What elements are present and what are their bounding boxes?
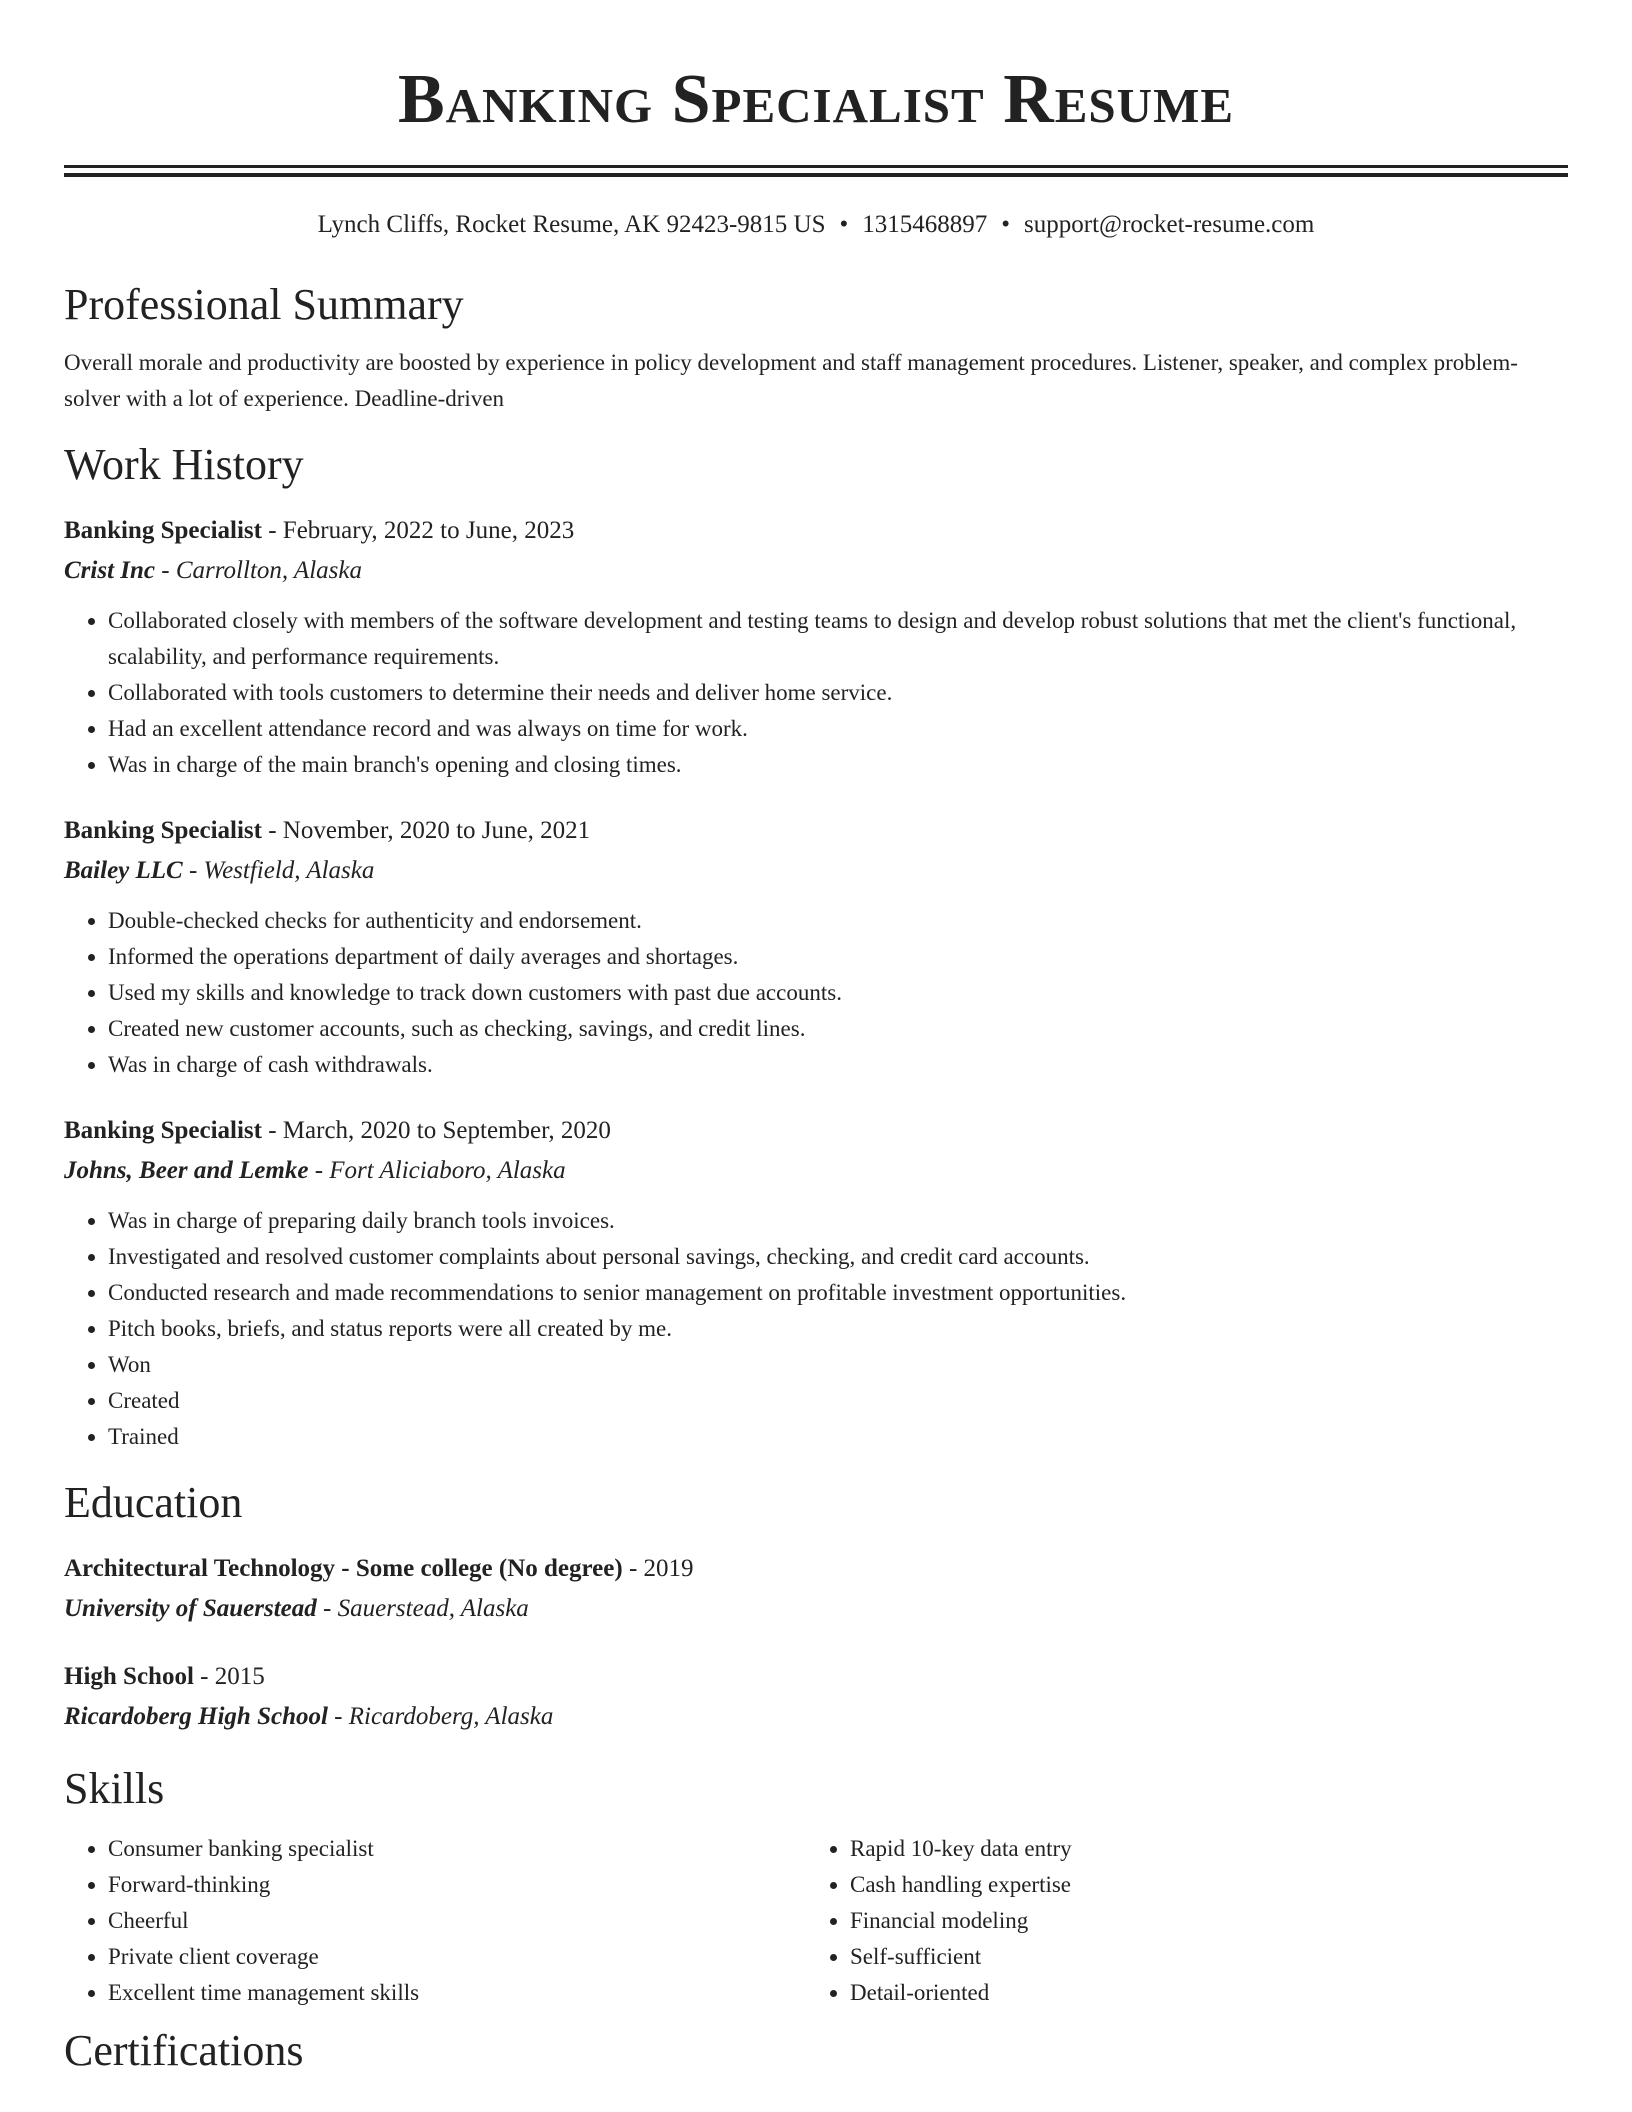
company-location: - Carrollton, Alaska: [155, 557, 362, 584]
education-entry: [64, 1549, 1568, 1629]
degree-line: [64, 1657, 1568, 1697]
company-line: [64, 851, 1568, 891]
job-bullets: [64, 603, 1568, 783]
section-heading-certifications: Certifications: [64, 2026, 304, 2075]
degree-year: - 2019: [622, 1555, 694, 1582]
contact-line: [64, 209, 1568, 241]
skill-item: • Cash handling expertise: [850, 1867, 1548, 1903]
job-title-line: [64, 511, 1568, 551]
resume-title: Banking Specialist Resume: [397, 61, 1235, 138]
school-line: [64, 1589, 1568, 1629]
contact-phone: 1315468897: [862, 211, 988, 238]
job-bullet: • Conducted research and made recommendations to senior management on profitable investment opportunities.: [108, 1275, 1568, 1311]
section-heading-work-history: Work History: [64, 440, 304, 489]
job-title: Banking Specialist: [64, 1117, 262, 1144]
job-bullet: • Won: [108, 1347, 1568, 1383]
job-title-line: [64, 1111, 1568, 1151]
skills-grid: [64, 1831, 1568, 2011]
section-heading-summary: Professional Summary: [64, 280, 464, 329]
section-heading-education: Education: [64, 1478, 243, 1527]
company-line: [64, 551, 1568, 591]
job-bullets: [64, 1203, 1568, 1455]
section-heading-skills: Skills: [64, 1764, 165, 1813]
skill-item: • Self-sufficient: [850, 1939, 1548, 1975]
job-bullet: • Trained: [108, 1419, 1568, 1455]
skill-item: • Private client coverage: [108, 1939, 806, 1975]
job-bullet: • Collaborated closely with members of the software development and testing teams to design and develop robust solutions that met the client's functional, scalability, and performance requirements.: [108, 603, 1568, 675]
skill-item: • Consumer banking specialist: [108, 1831, 806, 1867]
job-bullet: • Investigated and resolved customer complaints about personal savings, checking, and credit card accounts.: [108, 1239, 1568, 1275]
school-line: [64, 1697, 1568, 1737]
job-bullet: • Was in charge of preparing daily branch tools invoices.: [108, 1203, 1568, 1239]
job-bullet: • Double-checked checks for authenticity and endorsement.: [108, 903, 1568, 939]
job-title: Banking Specialist: [64, 517, 262, 544]
skill-item: • Financial modeling: [850, 1903, 1548, 1939]
job-bullet: • Pitch books, briefs, and status reports were all created by me.: [108, 1311, 1568, 1347]
school-location: - Ricardoberg, Alaska: [327, 1703, 554, 1730]
skill-item: • Detail-oriented: [850, 1975, 1548, 2011]
contact-address: Lynch Cliffs, Rocket Resume, AK 92423-9815 US: [317, 211, 826, 238]
degree-name: Architectural Technology - Some college (No degree): [64, 1555, 623, 1582]
job-dates: - November, 2020 to June, 2021: [261, 817, 591, 844]
job-bullet: • Used my skills and knowledge to track down customers with past due accounts.: [108, 975, 1568, 1011]
company-name: Crist Inc: [64, 557, 156, 584]
resume-page: [64, 0, 1568, 2077]
degree-name: High School: [64, 1663, 194, 1690]
skills-column-right: [806, 1831, 1548, 2011]
job-title-line: [64, 811, 1568, 851]
job-entry: [64, 511, 1568, 783]
job-bullet: • Created new customer accounts, such as checking, savings, and credit lines.: [108, 1011, 1568, 1047]
skill-item: • Rapid 10-key data entry: [850, 1831, 1548, 1867]
job-bullet: • Was in charge of cash withdrawals.: [108, 1047, 1568, 1083]
school-location: - Sauerstead, Alaska: [316, 1595, 529, 1622]
title-rule-bottom: [64, 173, 1568, 177]
company-name: Johns, Beer and Lemke: [64, 1157, 309, 1184]
skill-item: • Excellent time management skills: [108, 1975, 806, 2011]
job-dates: - March, 2020 to September, 2020: [261, 1117, 611, 1144]
company-name: Bailey LLC: [64, 857, 183, 884]
company-location: - Fort Aliciaboro, Alaska: [308, 1157, 566, 1184]
job-entry: [64, 1111, 1568, 1455]
title-rule-top: [64, 165, 1568, 168]
summary-text: Overall morale and productivity are boosted by experience in policy development and staff management procedures. Listener, speaker, and complex problem-solver with a lot of experience. Deadline-driven: [64, 350, 1518, 411]
education-entry: [64, 1657, 1568, 1737]
job-bullets: [64, 903, 1568, 1083]
job-bullet: • Collaborated with tools customers to determine their needs and deliver home service.: [108, 675, 1568, 711]
school-name: Ricardoberg High School: [64, 1703, 328, 1730]
school-name: University of Sauerstead: [64, 1595, 317, 1622]
contact-email: support@rocket-resume.com: [1024, 211, 1315, 238]
job-bullet: • Was in charge of the main branch's opening and closing times.: [108, 747, 1568, 783]
company-line: [64, 1151, 1568, 1191]
contact-separator: •: [839, 211, 849, 238]
contact-separator: •: [1001, 211, 1011, 238]
degree-year: - 2015: [193, 1663, 265, 1690]
job-bullet: • Informed the operations department of daily averages and shortages.: [108, 939, 1568, 975]
job-dates: - February, 2022 to June, 2023: [261, 517, 575, 544]
skill-item: • Cheerful: [108, 1903, 806, 1939]
job-title: Banking Specialist: [64, 817, 262, 844]
job-entry: [64, 811, 1568, 1083]
job-bullet: • Had an excellent attendance record and was always on time for work.: [108, 711, 1568, 747]
degree-line: [64, 1549, 1568, 1589]
skill-item: • Forward-thinking: [108, 1867, 806, 1903]
company-location: - Westfield, Alaska: [182, 857, 375, 884]
skills-column-left: [64, 1831, 806, 2011]
job-bullet: • Created: [108, 1383, 1568, 1419]
